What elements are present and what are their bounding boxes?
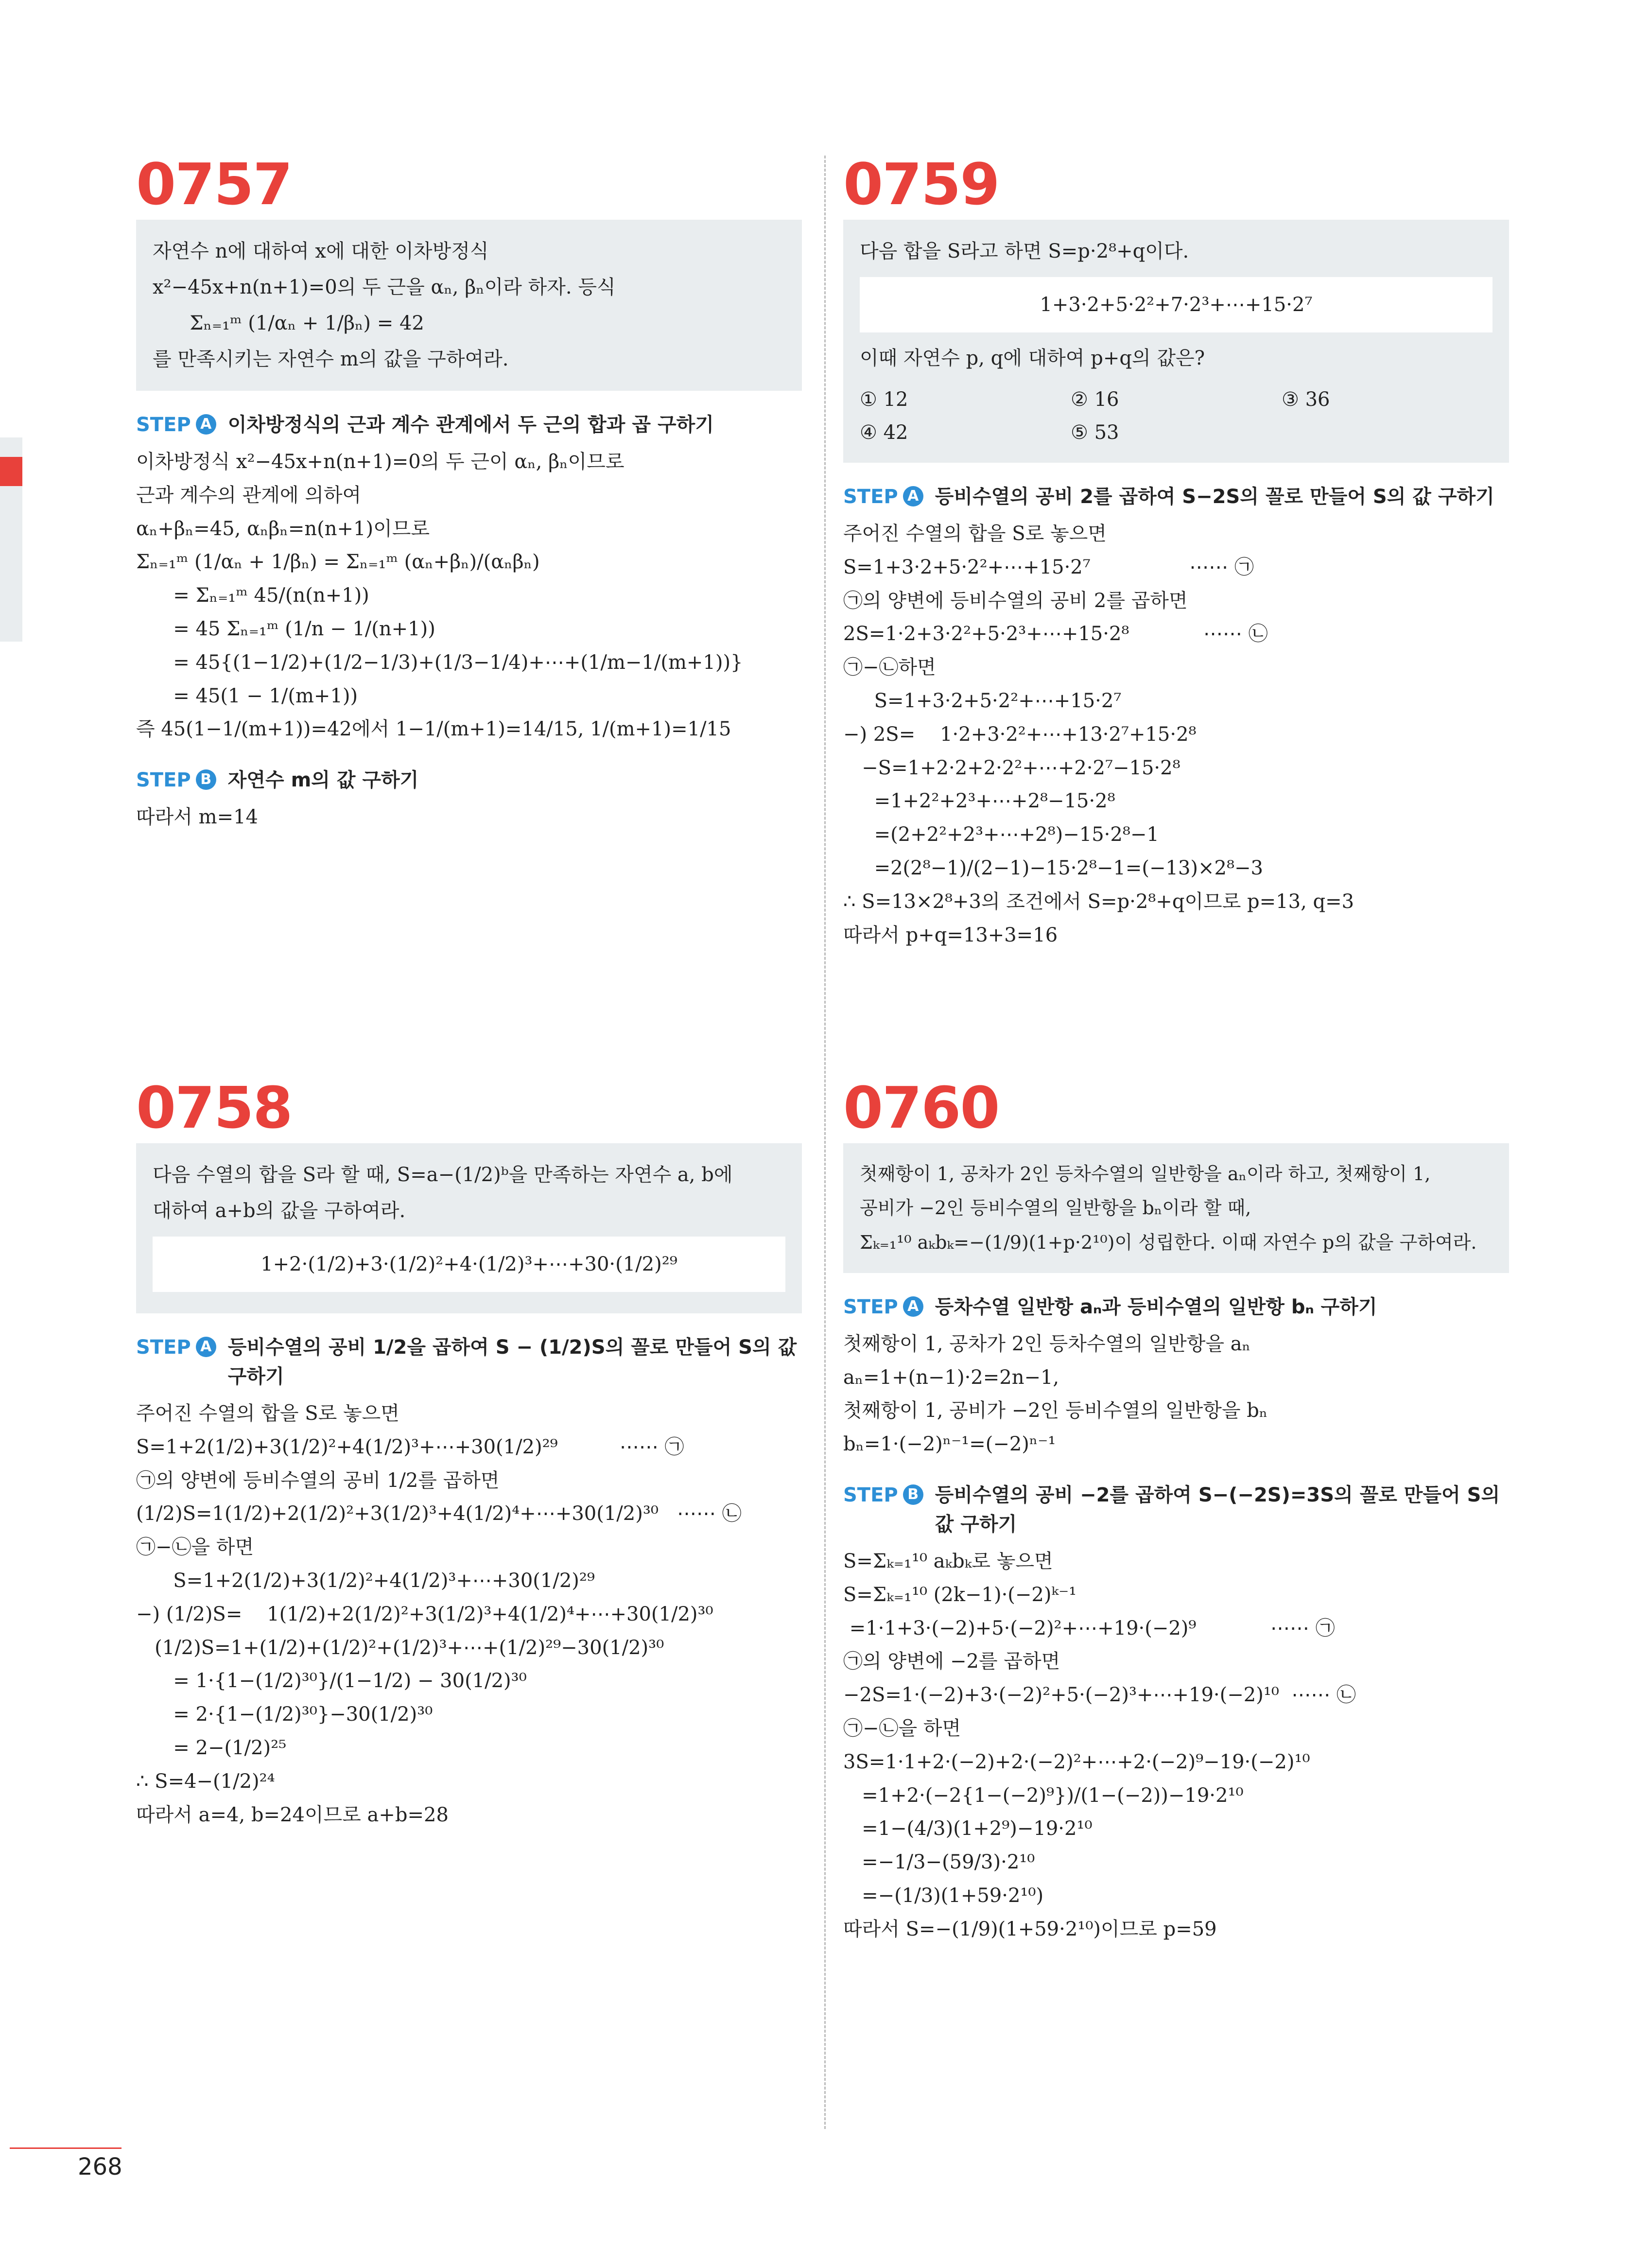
step-label: STEP bbox=[136, 414, 191, 436]
step-a-heading bbox=[843, 482, 1509, 511]
step-a-solution: 주어진 수열의 합을 S로 놓으면 S=1+3·2+5·2²+⋯+15·2⁷ ⋯⋯ ㉠ ㉠의 양변에 등비수열의 공비 2를 곱하면 2S=1·2+3·2²+5·2³+⋯+15·2⁸ ⋯⋯ ㉡ ㉠−㉡하면 S=1+3·2+5·2²+⋯+15·2⁷ −) 2S= 1·2+3·2²+⋯+13·2⁷+15·2⁸ −S=1+2·2+2·2²+⋯+2·2⁷−15·2⁸ =1+2²+2³+⋯+2⁸−15·2⁸ =(2+2²+2³+⋯+2⁸)−15·2⁸−1 =2(2⁸−1)/(2−1)−15·2⁸−1=(−13)×2⁸−3 ∴ S=13×2⁸+3의 조건에서 S=p·2⁸+q이므로 p=13, q=3 따라서 p+q=13+3=16 bbox=[843, 523, 1354, 946]
choice-4: ④ 42 bbox=[860, 421, 908, 444]
choice-1: ① 12 bbox=[860, 388, 908, 411]
step-title: 이차방정식의 근과 계수 관계에서 두 근의 합과 곱 구하기 bbox=[227, 414, 714, 436]
step-b-solution: 따라서 m=14 bbox=[136, 806, 258, 829]
step-a-heading bbox=[136, 410, 802, 439]
problem-number: 0760 bbox=[843, 1074, 999, 1141]
problem-number: 0758 bbox=[136, 1074, 292, 1141]
problem-number: 0759 bbox=[843, 151, 999, 218]
step-a-solution: 주어진 수열의 합을 S로 놓으면 S=1+2(1/2)+3(1/2)²+4(1/2)³+⋯+30(1/2)²⁹ ⋯⋯ ㉠ ㉠의 양변에 등비수열의 공비 1/2를 곱하면 (1/2)S=1(1/2)+2(1/2)²+3(1/2)³+4(1/2)⁴+⋯+30(1/2)³⁰ ⋯⋯ ㉡ ㉠−㉡을 하면 S=1+2(1/2)+3(1/2)²+4(1/2)³+⋯+30(1/2)²⁹ −) (1/2)S= 1(1/2)+2(1/2)²+3(1/2)³+4(1/2)⁴+⋯+30(1/2)³⁰ (1/2)S=1+(1/2)+(1/2)²+(1/2)³+⋯+(1/2)²⁹−30(1/2)³⁰ = 1·{1−(1/2)³⁰}/(1−1/2) − 30(1/2)³⁰ = 2·{1−(1/2)³⁰}−30(1/2)³⁰ = 2−(1/2)²⁵ ∴ S=4−(1/2)²⁴ 따라서 a=4, b=24이므로 a+b=28 bbox=[136, 1402, 742, 1826]
page-number: 268 bbox=[78, 2153, 122, 2181]
problem-question-box bbox=[136, 1143, 802, 1313]
column-divider bbox=[824, 156, 826, 2129]
choice-3: ③ 36 bbox=[1282, 388, 1330, 411]
step-badge: A bbox=[903, 1296, 923, 1317]
choice-5: ⑤ 53 bbox=[1071, 421, 1119, 444]
answer-choices bbox=[860, 383, 1493, 449]
step-label: STEP bbox=[843, 1295, 898, 1318]
step-badge: A bbox=[196, 1337, 216, 1357]
problem-question: 자연수 n에 대하여 x에 대한 이차방정식 x²−45x+n(n+1)=0의 두 근을 αₙ, βₙ이라 하자. 등식 Σₙ₌₁ᵐ (1/αₙ + 1/βₙ) = 42 를 만족시키는 자연수 m의 값을 구하여라. bbox=[136, 220, 802, 391]
step-a-solution: 첫째항이 1, 공차가 2인 등차수열의 일반항을 aₙ aₙ=1+(n−1)·2=2n−1, 첫째항이 1, 공비가 −2인 등비수열의 일반항을 bₙ bₙ=1·(−2)ⁿ⁻¹=(−2)ⁿ⁻¹ bbox=[843, 1332, 1268, 1456]
problem-question-box bbox=[843, 220, 1509, 463]
chapter-marker bbox=[0, 457, 22, 486]
problem-expression: 1+2·(1/2)+3·(1/2)²+4·(1/2)³+⋯+30·(1/2)²⁹ bbox=[153, 1237, 785, 1292]
step-badge: B bbox=[196, 769, 216, 790]
step-badge: A bbox=[196, 414, 216, 435]
choice-2: ② 16 bbox=[1071, 388, 1119, 411]
step-badge: A bbox=[903, 486, 923, 506]
page-number-rule bbox=[10, 2147, 122, 2149]
step-title: 등비수열의 공비 −2를 곱하여 S−(−2S)=3S의 꼴로 만들어 S의 값 구하기 bbox=[935, 1484, 1500, 1536]
step-title: 자연수 m의 값 구하기 bbox=[227, 769, 419, 792]
problem-question: 첫째항이 1, 공차가 2인 등차수열의 일반항을 aₙ이라 하고, 첫째항이 1, 공비가 −2인 등비수열의 일반항을 bₙ이라 할 때, Σₖ₌₁¹⁰ aₖbₖ=−(1/9)(1+p·2¹⁰)이 성립한다. 이때 자연수 p의 값을 구하여라. bbox=[843, 1143, 1509, 1273]
step-title: 등비수열의 공비 2를 곱하여 S−2S의 꼴로 만들어 S의 값 구하기 bbox=[935, 486, 1494, 508]
step-b-solution: S=Σₖ₌₁¹⁰ aₖbₖ로 놓으면 S=Σₖ₌₁¹⁰ (2k−1)·(−2)ᵏ⁻¹ =1·1+3·(−2)+5·(−2)²+⋯+19·(−2)⁹ ⋯⋯ ㉠ ㉠의 양변에 −2를 곱하면 −2S=1·(−2)+3·(−2)²+5·(−2)³+⋯+19·(−2)¹⁰ ⋯⋯ ㉡ ㉠−㉡을 하면 3S=1·1+2·(−2)+2·(−2)²+⋯+2·(−2)⁹−19·(−2)¹⁰ =1+2·(−2{1−(−2)⁹})/(1−(−2))−19·2¹⁰ =1−(4/3)(1+2⁹)−19·2¹⁰ =−1/3−(59/3)·2¹⁰ =−(1/3)(1+59·2¹⁰) 따라서 S=−(1/9)(1+59·2¹⁰)이므로 p=59 bbox=[843, 1550, 1356, 1940]
step-label: STEP bbox=[136, 1336, 191, 1359]
chapter-side-tab bbox=[0, 437, 22, 642]
problem-question: 다음 합을 S라고 하면 S=p·2⁸+q이다. bbox=[860, 240, 1189, 262]
step-b-heading bbox=[843, 1481, 1509, 1539]
problem-expression: 1+3·2+5·2²+7·2³+⋯+15·2⁷ bbox=[860, 277, 1493, 332]
problem-question: 다음 수열의 합을 S라 할 때, S=a−(1/2)ᵇ을 만족하는 자연수 a, b에 대하여 a+b의 값을 구하여라. bbox=[153, 1164, 733, 1222]
step-label: STEP bbox=[136, 769, 191, 792]
problem-0758 bbox=[136, 1074, 802, 1832]
step-label: STEP bbox=[843, 1484, 898, 1507]
problem-question-tail: 이때 자연수 p, q에 대하여 p+q의 값은? bbox=[860, 347, 1205, 369]
step-title: 등비수열의 공비 1/2을 곱하여 S − (1/2)S의 꼴로 만들어 S의 값 구하기 bbox=[227, 1336, 797, 1388]
step-badge: B bbox=[903, 1484, 923, 1505]
step-title: 등차수열 일반항 aₙ과 등비수열의 일반항 bₙ 구하기 bbox=[935, 1295, 1377, 1318]
problem-number: 0757 bbox=[136, 151, 292, 218]
problem-0757 bbox=[136, 151, 802, 834]
problem-0759 bbox=[843, 151, 1509, 952]
step-b-heading bbox=[136, 766, 802, 795]
step-label: STEP bbox=[843, 486, 898, 508]
step-a-heading bbox=[136, 1333, 802, 1391]
problem-0760 bbox=[843, 1074, 1509, 1946]
step-a-solution: 이차방정식 x²−45x+n(n+1)=0의 두 근이 αₙ, βₙ이므로 근과 계수의 관계에 의하여 αₙ+βₙ=45, αₙβₙ=n(n+1)이므로 Σₙ₌₁ᵐ (1/αₙ + 1/βₙ) = Σₙ₌₁ᵐ (αₙ+βₙ)/(αₙβₙ) = Σₙ₌₁ᵐ 45/(n(n+1)) = 45 Σₙ₌₁ᵐ (1/n − 1/(n+1)) = 45{(1−1/2)+(1/2−1/3)+(1/3−1/4)+⋯+(1/m−1/(m+1))} = 45(1 − 1/(m+1)) 즉 45(1−1/(m+1))=42에서 1−1/(m+1)=14/15, 1/(m+1)=1/15 bbox=[136, 451, 743, 741]
step-a-heading bbox=[843, 1292, 1509, 1322]
